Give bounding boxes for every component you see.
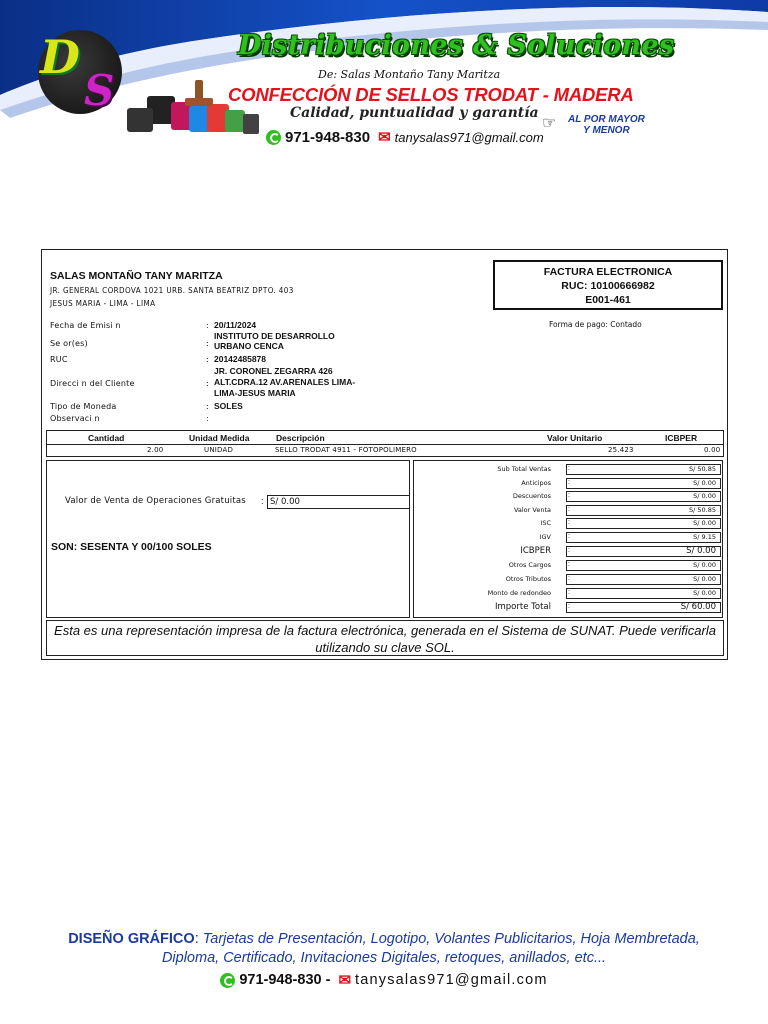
total-value: S/ 0.00 <box>566 574 721 585</box>
direccion-value-line3: LIMA-JESUS MARIA <box>214 388 296 398</box>
issuer-address-line1: JR. GENERAL CORDOVA 1021 URB. SANTA BEATRIZ DPTO. 403 <box>50 286 294 295</box>
total-row-otros-cargos <box>414 560 724 572</box>
senor-value-line2: URBANO CENCA <box>214 341 284 351</box>
direccion-value-line2: ALT.CDRA.12 AV.ARENALES LIMA- <box>214 377 356 387</box>
footer-phone: 971-948-830 <box>239 972 322 988</box>
total-colon: : <box>568 506 570 513</box>
item-valor: 25.423 <box>608 446 634 454</box>
footer-desc1: Tarjetas de Presentación, Logotipo, Volantes Publicitarios, Hoja Membretada, <box>202 931 700 947</box>
total-row-importe-total <box>414 602 724 614</box>
moneda-label: Tipo de Moneda <box>50 402 117 411</box>
total-value: S/ 50.85 <box>566 505 721 516</box>
total-colon: : <box>568 589 570 596</box>
total-colon: : <box>568 492 570 499</box>
footer-label-colon: : <box>194 931 203 947</box>
gmail-icon: ✉ <box>378 129 391 146</box>
item-cantidad: 2.00 <box>147 446 164 454</box>
items-header-divider <box>47 444 723 445</box>
total-value: S/ 0.00 <box>566 491 721 502</box>
total-value: S/ 0.00 <box>566 478 721 489</box>
total-colon: : <box>568 547 570 554</box>
issuer-address <box>50 285 294 310</box>
total-value: S/ 50.85 <box>566 464 721 475</box>
header-phone: 971-948-830 <box>285 128 371 146</box>
total-label: Sub Total Ventas <box>497 465 551 473</box>
sunat-note: Esta es una representación impresa de la factura electrónica, generada en el Sistema de SUNAT. Puede verificarla utilizando su clave SOL. <box>46 620 724 656</box>
ruc-label: RUC <box>50 355 68 364</box>
logo-letter-s: S <box>84 66 115 115</box>
item-descripcion: SELLO TRODAT 4911 - FOTOPOLIMERO <box>275 446 417 454</box>
observacion-label: Observaci n <box>50 414 100 423</box>
slogan: Calidad, puntualidad y garantía <box>290 105 539 121</box>
footer-email: tanysalas971@gmail.com <box>355 972 548 988</box>
total-colon: : <box>568 603 570 610</box>
total-value: S/ 60.00 <box>566 602 721 613</box>
fecha-colon: : <box>206 321 209 330</box>
logo-letter-d: D <box>40 30 80 84</box>
total-value: S/ 0.00 <box>566 560 721 571</box>
invoice-meta <box>42 320 482 425</box>
wholesale-badge <box>568 114 645 136</box>
wholesale-line2: Y MENOR <box>583 125 630 136</box>
total-value: S/ 0.00 <box>566 588 721 599</box>
col-header-descripcion: Descripción <box>276 433 325 443</box>
footer-separator: - <box>325 972 331 988</box>
total-colon: : <box>568 533 570 540</box>
fecha-label: Fecha de Emisi n <box>50 321 121 330</box>
document-type: FACTURA ELECTRONICA <box>543 266 673 278</box>
amount-in-words: SON: SESENTA Y 00/100 SOLES <box>51 541 212 553</box>
total-row-isc <box>414 518 724 530</box>
footer-desc2: Diploma, Certificado, Invitaciones Digitales, retoques, anillados, etc... <box>161 950 607 966</box>
total-label: ISC <box>540 519 551 527</box>
gmail-icon: ✉ <box>338 972 352 989</box>
total-row-icbper <box>414 546 724 558</box>
wholesale-line1: AL POR MAYOR <box>568 114 645 125</box>
total-label: ICBPER <box>520 546 551 556</box>
total-colon: : <box>568 519 570 526</box>
brand-name: Distribuciones & Soluciones <box>238 30 675 61</box>
issuer-address-line2: JESUS MARIA - LIMA - LIMA <box>50 298 156 308</box>
payment-method: Forma de pago: Contado <box>549 320 642 329</box>
senor-label: Se or(es) <box>50 339 88 348</box>
total-label: Importe Total <box>495 602 551 612</box>
total-row-valor-venta <box>414 505 724 517</box>
brand-owner: De: Salas Montaño Tany Maritza <box>318 68 501 81</box>
footer-contact <box>0 971 768 989</box>
items-table <box>46 430 724 457</box>
direccion-value-line1: JR. CORONEL ZEGARRA 426 <box>214 366 333 376</box>
gratuitas-colon: : <box>261 496 264 506</box>
header-email: tanysalas971@gmail.com <box>394 129 544 145</box>
issuer-name: SALAS MONTAÑO TANY MARITZA <box>50 270 223 282</box>
document-id-box <box>493 260 723 310</box>
observacion-colon: : <box>206 414 209 423</box>
total-label: Valor Venta <box>513 506 551 514</box>
pointing-hand-icon: ☞ <box>542 115 557 132</box>
invoice-container <box>41 249 728 660</box>
fecha-value: 20/11/2024 <box>214 320 257 330</box>
totals-panel <box>413 460 723 618</box>
total-label: Monto de redondeo <box>487 589 551 597</box>
total-value: S/ 0.00 <box>566 546 721 557</box>
header-contact <box>266 128 544 146</box>
total-label: IGV <box>539 533 551 541</box>
total-row-subtotal <box>414 464 724 476</box>
moneda-colon: : <box>206 402 209 411</box>
letterhead-header <box>0 0 768 160</box>
footer-services-line1 <box>0 930 768 949</box>
ruc-value: 20142485878 <box>214 354 267 364</box>
gratuitas-panel <box>46 460 410 618</box>
col-header-icbper: ICBPER <box>665 433 698 443</box>
total-row-anticipos <box>414 478 724 490</box>
item-icbper: 0.00 <box>704 446 721 454</box>
senor-value-line1: INSTITUTO DE DESARROLLO <box>214 331 335 341</box>
document-number: E001-461 <box>585 294 631 306</box>
total-colon: : <box>568 561 570 568</box>
footer-label: DISEÑO GRÁFICO <box>68 931 195 947</box>
item-unidad: UNIDAD <box>204 446 234 454</box>
document-ruc: RUC: 10100666982 <box>561 280 655 292</box>
moneda-value: SOLES <box>214 401 243 411</box>
total-label: Otros Cargos <box>508 561 551 569</box>
senor-colon: : <box>206 339 209 348</box>
total-row-otros-tributos <box>414 574 724 586</box>
gratuitas-value: S/ 0.00 <box>267 495 410 509</box>
total-row-descuentos <box>414 491 724 503</box>
service-title: CONFECCIÓN DE SELLOS TRODAT - MADERA <box>228 84 634 105</box>
gratuitas-label: Valor de Venta de Operaciones Gratuitas <box>65 496 246 506</box>
total-colon: : <box>568 575 570 582</box>
direccion-label: Direcci n del Cliente <box>50 379 135 388</box>
total-colon: : <box>568 479 570 486</box>
total-label: Otros Tributos <box>505 575 551 583</box>
total-row-redondeo <box>414 588 724 600</box>
total-value: S/ 0.00 <box>566 518 721 529</box>
direccion-colon: : <box>206 379 209 388</box>
col-header-unidad: Unidad Medida <box>189 433 250 443</box>
whatsapp-icon <box>266 130 281 145</box>
total-label: Anticipos <box>521 479 551 487</box>
ruc-colon: : <box>206 355 209 364</box>
total-label: Descuentos <box>512 492 551 500</box>
total-value: S/ 9.15 <box>566 532 721 543</box>
total-row-igv <box>414 532 724 544</box>
col-header-valor: Valor Unitario <box>547 433 603 443</box>
whatsapp-icon <box>220 973 235 988</box>
total-colon: : <box>568 465 570 472</box>
col-header-cantidad: Cantidad <box>88 433 125 443</box>
letterhead-footer <box>0 930 768 989</box>
